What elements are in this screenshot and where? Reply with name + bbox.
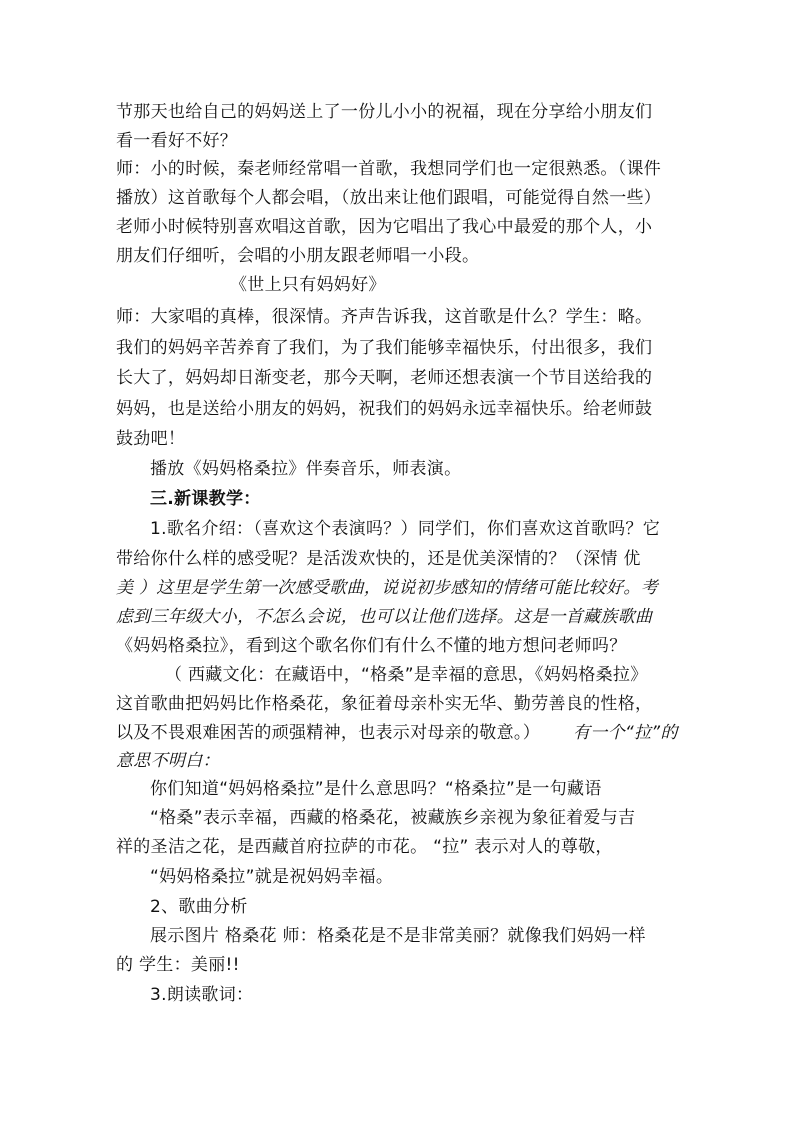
text-line: 美 ）这里是学生第一次感受歌曲，说说初步感知的情绪可能比较好。考	[116, 578, 659, 598]
text-line: 长大了，妈妈却日渐变老，那今天啊，老师还想表演一个节目送给我的	[116, 368, 653, 388]
text-line-italic: 有一个“拉”的	[573, 723, 678, 743]
text-line: 看一看好不好？	[116, 131, 238, 151]
text-line: 意思不明白：	[116, 751, 220, 771]
text-line: “格桑”表示幸福，西藏的格桑花，被藏族乡亲视为象征着爱与吉	[150, 808, 636, 828]
text-line: 播放）这首歌每个人都会唱，（放出来让他们跟唱，可能觉得自然一些）	[116, 188, 662, 208]
text-line: 师：小的时候，秦老师经常唱一首歌，我想同学们也一定很熟悉。（课件	[116, 159, 662, 179]
text-line: 展示图片 格桑花 师：格桑花是不是非常美丽？就像我们妈妈一样	[150, 926, 646, 946]
text-line: 虑到三年级大小，不怎么会说，也可以让他们选择。这是一首藏族歌曲	[116, 607, 653, 627]
text-line: 妈妈，也是送给小朋友的妈妈，祝我们的妈妈永远幸福快乐。给老师鼓	[116, 399, 653, 419]
text-line: 以及不畏艰难困苦的顽强精神，也表示对母亲的敬意。）	[116, 723, 540, 743]
text-line: 带给你什么样的感受呢？是活泼欢快的，还是优美深情的？（深情 优	[116, 549, 641, 569]
text-line: 播放《妈妈格桑拉》伴奏音乐，师表演。	[150, 459, 462, 479]
text-line: 祥的圣洁之花，是西藏首府拉萨的市花。 “拉” 表示对人的尊敬，	[116, 837, 613, 857]
text-line: 朋友们仔细听，会唱的小朋友跟老师唱一小段。	[116, 246, 480, 266]
text-line: 我们的妈妈辛苦养育了我们，为了我们能够幸福快乐，付出很多，我们	[116, 338, 653, 358]
section-heading: 三.新课教学：	[150, 489, 261, 509]
text-line: 师：大家唱的真棒，很深情。齐声告诉我，这首歌是什么？学生：略。	[116, 307, 653, 327]
song-title: 《世上只有妈妈好》	[230, 275, 386, 295]
text-line: 的 学生：美丽!!	[116, 955, 240, 975]
text-line: 1.歌名介绍：（喜欢这个表演吗？）同学们，你们喜欢这首歌吗？它	[150, 519, 661, 539]
subsection-heading: 2、歌曲分析	[150, 897, 248, 917]
text-line: 鼓劲吧！	[116, 429, 186, 449]
text-line: （ 西藏文化：在藏语中，“格桑”是幸福的意思，《妈妈格桑拉》	[165, 665, 648, 685]
subsection-heading: 3.朗读歌词：	[150, 985, 254, 1005]
text-line: 《妈妈格桑拉》，看到这个歌名你们有什么不懂的地方想问老师吗？	[116, 636, 627, 656]
text-line: “妈妈格桑拉”就是祝妈妈幸福。	[150, 867, 394, 887]
text-line: 你们知道“妈妈格桑拉”是什么意思吗？“格桑拉”是一句藏语	[150, 779, 602, 799]
text-line: 节那天也给自己的妈妈送上了一份儿小小的祝福，现在分享给小朋友们	[116, 102, 653, 122]
text-line: 这首歌曲把妈妈比作格桑花，象征着母亲朴实无华、勤劳善良的性格，	[116, 694, 653, 714]
text-line: 老师小时候特别喜欢唱这首歌，因为它唱出了我心中最爱的那个人，小	[116, 217, 653, 237]
